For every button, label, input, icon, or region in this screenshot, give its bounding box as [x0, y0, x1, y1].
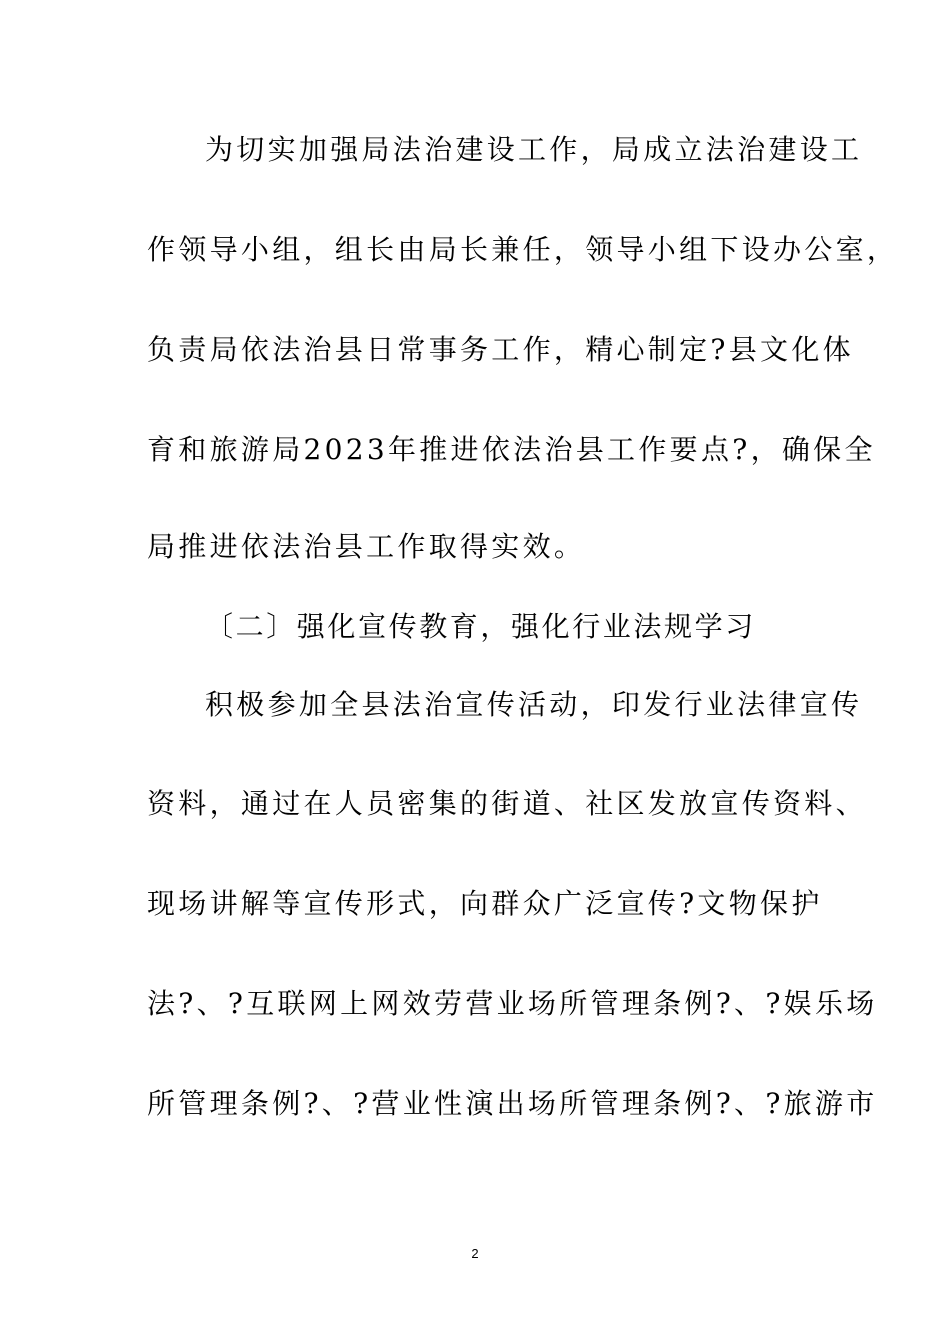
paragraph-2-line-4: 法?、?互联网上网效劳营业场所管理条例?、?娱乐场 [147, 987, 878, 1020]
paragraph-2-line-2: 资料，通过在人员密集的街道、社区发放宣传资料、 [147, 787, 867, 820]
paragraph-1-line-1: 为切实加强局法治建设工作，局成立法治建设工 [205, 133, 863, 166]
paragraph-1-line-2: 作领导小组，组长由局长兼任，领导小组下设办公室， [147, 233, 899, 266]
paragraph-2-line-3: 现场讲解等宣传形式，向群众广泛宣传?文物保护 [147, 887, 823, 920]
paragraph-1-line-4: 育和旅游局2023年推进依法治县工作要点?，确保全 [147, 433, 876, 466]
paragraph-1-line-3: 负责局依法治县日常事务工作，精心制定?县文化体 [147, 333, 854, 366]
paragraph-2-line-5: 所管理条例?、?营业性演出场所管理条例?、?旅游市 [147, 1087, 878, 1120]
paragraph-1-line-5: 局推进依法治县工作取得实效。 [147, 530, 586, 563]
page-number: 2 [471, 1246, 479, 1261]
paragraph-2-line-1: 积极参加全县法治宣传活动，印发行业法律宣传 [205, 688, 863, 721]
section-heading: 〔二〕强化宣传教育，强化行业法规学习 [205, 610, 756, 643]
